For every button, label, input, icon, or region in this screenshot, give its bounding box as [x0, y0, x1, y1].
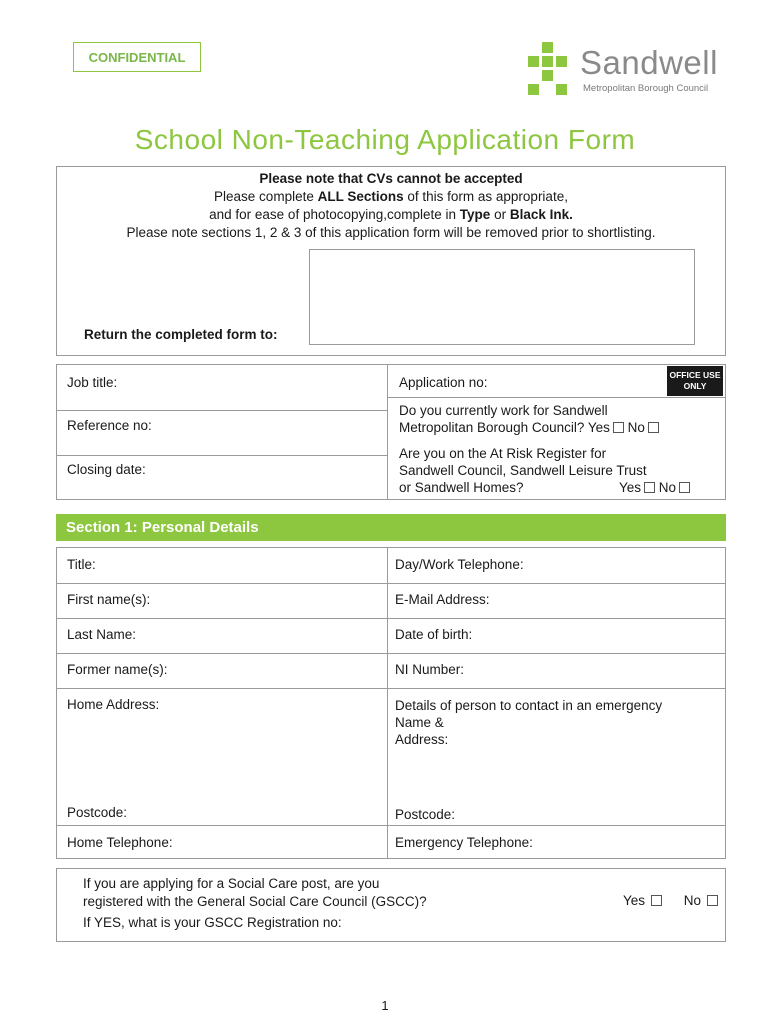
work-telephone-field[interactable]: Day/Work Telephone: [395, 557, 524, 572]
ink-note: and for ease of photocopying,complete in Type or Black Ink. [209, 207, 573, 222]
sandwell-logo [528, 42, 738, 96]
emergency-telephone-field[interactable]: Emergency Telephone: [395, 835, 533, 850]
closing-date-field[interactable]: Closing date: [67, 462, 146, 477]
employee-no-checkbox[interactable] [648, 422, 659, 433]
job-details-box [56, 364, 726, 500]
former-name-field[interactable]: Former name(s): [67, 662, 168, 677]
return-label: Return the completed form to: [84, 327, 278, 342]
shortlisting-note: Please note sections 1, 2 & 3 of this application form will be removed prior to shortlisting. [126, 225, 656, 240]
last-name-field[interactable]: Last Name: [67, 627, 137, 642]
title-field[interactable]: Title: [67, 557, 96, 572]
dob-field[interactable]: Date of birth: [395, 627, 473, 642]
gscc-no-checkbox[interactable] [707, 895, 718, 906]
ni-number-field[interactable]: NI Number: [395, 662, 465, 677]
gscc-question: If you are applying for a Social Care post, are you registered with the General Social Care Council (GSCC)? [83, 876, 427, 909]
current-employee-question: Do you currently work for Sandwell Metropolitan Borough Council? Yes No [399, 402, 659, 436]
logo-subtitle: Metropolitan Borough Council [583, 83, 709, 94]
email-field[interactable]: E-Mail Address: [395, 592, 490, 607]
logo-name: Sandwell [580, 44, 718, 81]
home-telephone-field[interactable]: Home Telephone: [67, 835, 173, 850]
complete-note: Please complete ALL Sections of this form as appropriate, [214, 189, 568, 204]
application-no-field[interactable]: Application no: [399, 375, 488, 390]
at-risk-question: Are you on the At Risk Register for Sandwell Council, Sandwell Leisure Trust or Sandwell Homes? Yes No [399, 445, 699, 496]
employee-yes-checkbox[interactable] [613, 422, 624, 433]
gscc-registration-field[interactable]: If YES, what is your GSCC Registration no: [83, 915, 342, 930]
reference-field[interactable]: Reference no: [67, 418, 152, 433]
emergency-postcode-field[interactable]: Postcode: [395, 807, 456, 822]
office-use-badge: OFFICE USE ONLY [667, 366, 723, 396]
logo-mark-icon [528, 42, 576, 96]
return-address-field[interactable] [309, 249, 695, 345]
gscc-options: Yes No [623, 893, 718, 908]
emergency-contact-field[interactable]: Details of person to contact in an emergency Name & Address: [395, 698, 663, 747]
home-postcode-field[interactable]: Postcode: [67, 805, 128, 820]
at-risk-yes-checkbox[interactable] [644, 482, 655, 493]
confidential-badge: CONFIDENTIAL [73, 42, 201, 72]
cv-note: Please note that CVs cannot be accepted [259, 171, 523, 186]
notes-box [56, 166, 726, 356]
job-title-field[interactable]: Job title: [67, 375, 118, 390]
personal-details-table [56, 547, 726, 859]
gscc-box [56, 868, 726, 942]
section1-header: Section 1: Personal Details [56, 514, 726, 541]
page-number: 1 [381, 998, 389, 1013]
first-name-field[interactable]: First name(s): [67, 592, 151, 607]
page-title: School Non-Teaching Application Form [134, 124, 636, 155]
home-address-field[interactable]: Home Address: [67, 697, 160, 712]
at-risk-no-checkbox[interactable] [679, 482, 690, 493]
gscc-yes-checkbox[interactable] [651, 895, 662, 906]
